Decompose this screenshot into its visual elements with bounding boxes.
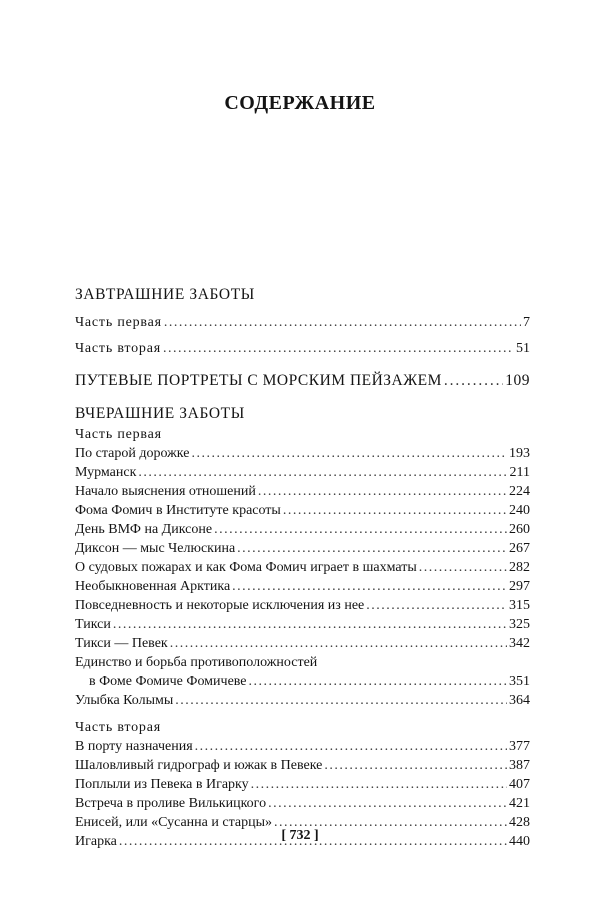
toc-entry[interactable] (75, 313, 530, 332)
toc-entry-label: Фома Фомич в Институте красоты (75, 503, 281, 518)
toc-entry-label: Тикси — Певек (75, 636, 168, 651)
toc-entry-label: По старой дорожке (75, 446, 190, 461)
toc-entry-page: 342 (509, 636, 530, 651)
toc-entry-label: Поплыли из Певека в Игарку (75, 777, 249, 792)
toc-entry[interactable] (75, 634, 530, 653)
leader-dots (113, 615, 507, 634)
toc-entry[interactable] (75, 737, 530, 756)
toc-entry-page: 440 (509, 834, 530, 849)
toc-entry[interactable] (75, 539, 530, 558)
leader-dots (249, 672, 507, 691)
toc-entry[interactable] (75, 463, 530, 482)
toc-entry-label: Шаловливый гидрограф и южак в Певеке (75, 758, 323, 773)
toc-entry-page: 51 (516, 341, 530, 356)
part-title: Часть вторая (75, 720, 161, 735)
toc-entry-page: 193 (509, 446, 530, 461)
toc-entry[interactable] (75, 558, 530, 577)
leader-dots (258, 482, 507, 501)
toc-entry-page: 267 (509, 541, 530, 556)
toc-entry-page: 428 (509, 815, 530, 830)
toc-entry-page: 364 (509, 693, 530, 708)
toc-entry-label: Улыбка Колымы (75, 693, 174, 708)
toc-entry-label: Встреча в проливе Вилькицкого (75, 796, 267, 811)
toc-entry-page: 351 (509, 674, 530, 689)
leader-dots (195, 737, 507, 756)
toc-entry-page: 211 (509, 465, 530, 480)
toc-entry-putevye[interactable] (75, 370, 530, 392)
leader-dots (444, 370, 503, 392)
toc-entry[interactable] (75, 577, 530, 596)
toc-entry-page: 282 (509, 560, 530, 575)
toc-entry[interactable] (75, 444, 530, 463)
leader-dots (214, 520, 507, 539)
section-title-zavtrashnie: ЗАВТРАШНИЕ ЗАБОТЫ (75, 286, 255, 303)
toc-entry-label: Необыкновенная Арктика (75, 579, 231, 594)
toc-entry-label: Повседневность и некоторые исключения из нее (75, 598, 365, 613)
leader-dots (191, 444, 507, 463)
leader-dots (268, 794, 507, 813)
toc-entry-label: Мурманск (75, 465, 137, 480)
page-number: [ 732 ] (281, 828, 319, 843)
toc-entry-page: 377 (509, 739, 530, 754)
toc-entry-label: Начало выяснения отношений (75, 484, 256, 499)
toc-entry[interactable] (75, 596, 530, 615)
toc-entry-label[interactable]: Единство и борьба противоположностей (75, 655, 318, 670)
toc-entry-label-continued: в Фоме Фомиче Фомичеве (89, 674, 247, 689)
leader-dots (237, 539, 507, 558)
table-of-contents (75, 284, 530, 851)
leader-dots (138, 463, 507, 482)
part-title: Часть первая (75, 427, 162, 442)
toc-entry-page: 387 (509, 758, 530, 773)
toc-entry-label: Игарка (75, 834, 117, 849)
leader-dots (170, 634, 507, 653)
page-title: СОДЕРЖАНИЕ (224, 92, 376, 114)
section-title-vcherashnie: ВЧЕРАШНИЕ ЗАБОТЫ (75, 405, 245, 422)
leader-dots (163, 339, 514, 358)
toc-entry-page: 260 (509, 522, 530, 537)
toc-entry-label: Тикси (75, 617, 111, 632)
toc-entry[interactable] (75, 501, 530, 520)
leader-dots (419, 558, 507, 577)
toc-entry-label: В порту назначения (75, 739, 193, 754)
toc-entry-label: Часть первая (75, 315, 162, 330)
leader-dots (283, 501, 507, 520)
toc-entry-page: 297 (509, 579, 530, 594)
toc-entry-page: 224 (509, 484, 530, 499)
toc-entry-page: 421 (509, 796, 530, 811)
toc-entry-page: 407 (509, 777, 530, 792)
toc-entry-label: Енисей, или «Сусанна и старцы» (75, 815, 272, 830)
toc-entry-label: Часть вторая (75, 341, 161, 356)
toc-entry[interactable] (75, 482, 530, 501)
section-title-putevye: ПУТЕВЫЕ ПОРТРЕТЫ С МОРСКИМ ПЕЙЗАЖЕМ (75, 372, 442, 389)
toc-entry[interactable] (75, 615, 530, 634)
toc-entry-label: День ВМФ на Диксоне (75, 522, 213, 537)
toc-entry-page: 315 (509, 598, 530, 613)
toc-entry-page: 240 (509, 503, 530, 518)
leader-dots (366, 596, 507, 615)
leader-dots (164, 313, 521, 332)
toc-entry-label: Диксон — мыс Челюскина (75, 541, 236, 556)
toc-entry-page: 7 (523, 315, 530, 330)
toc-entry[interactable] (75, 672, 530, 691)
toc-entry[interactable] (75, 339, 530, 358)
leader-dots (251, 775, 507, 794)
toc-entry-page: 109 (505, 372, 530, 389)
toc-entry[interactable] (75, 794, 530, 813)
leader-dots (324, 756, 507, 775)
leader-dots (175, 691, 507, 710)
toc-entry[interactable] (75, 775, 530, 794)
leader-dots (232, 577, 507, 596)
toc-entry[interactable] (75, 520, 530, 539)
toc-entry[interactable] (75, 756, 530, 775)
toc-entry-page: 325 (509, 617, 530, 632)
toc-entry[interactable] (75, 691, 530, 710)
toc-entry-label: О судовых пожарах и как Фома Фомич играет в шахматы (75, 560, 417, 575)
